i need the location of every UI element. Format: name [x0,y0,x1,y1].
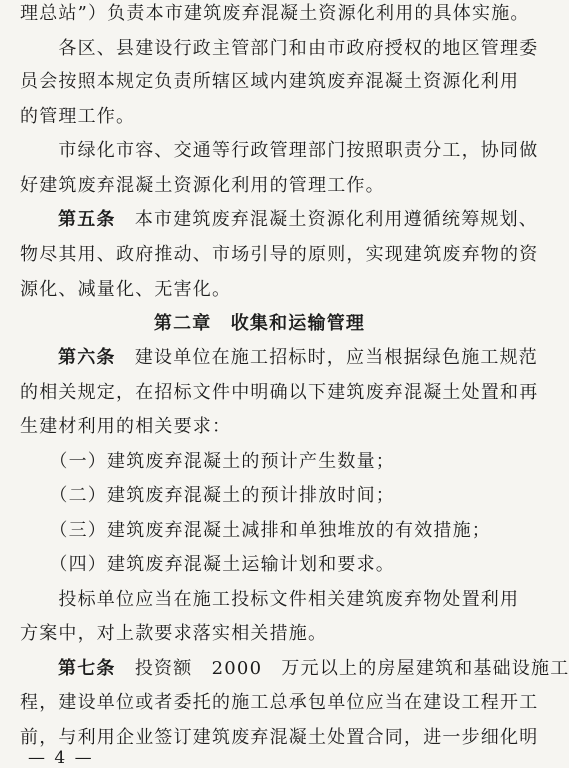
article-text: 投资额 2000 万元以上的房屋建筑和基础设施工 [134,658,569,679]
page-number: — 4 — [28,748,94,768]
article-6 [20,347,539,369]
text-line: 的管理工作。 [20,106,136,127]
text-line: 的相关规定，在招标文件中明确以下建筑废弃混凝土处置和再 [20,382,539,403]
list-item: （一）建筑废弃混凝土的预计产生数量； [20,451,395,472]
text-line: 方案中，对上款要求落实相关措施。 [20,623,328,644]
article-label: 第七条 [58,658,116,679]
article-label: 第五条 [58,209,116,230]
article-text: 本市建筑废弃混凝土资源化利用遵循统筹规划、 [134,209,539,230]
text-line: 生建材利用的相关要求： [20,416,232,437]
text-line: 员会按照本规定负责所辖区域内建筑废弃混凝土资源化利用 [20,71,520,92]
chapter-heading: 第二章 收集和运输管理 [153,313,366,334]
article-5 [20,209,539,231]
text-line: 市绿化市容、交通等行政管理部门按照职责分工，协同做 [20,140,539,161]
text-line: 各区、县建设行政主管部门和由市政府授权的地区管理委 [20,38,539,59]
article-label: 第六条 [58,347,116,368]
text-line: 好建筑废弃混凝土资源化利用的管理工作。 [20,175,385,196]
text-line: 源化、减量化、无害化。 [20,279,232,300]
list-item: （三）建筑废弃混凝土减排和单独堆放的有效措施； [20,520,491,541]
text-line: 物尽其用、政府推动、市场引导的原则，实现建筑废弃物的资 [20,244,539,265]
article-text: 建设单位在施工招标时，应当根据绿色施工规范 [134,347,539,368]
text-line: 前，与利用企业签订建筑废弃混凝土处置合同，进一步细化明 [20,727,539,748]
article-7 [20,658,569,680]
list-item: （四）建筑废弃混凝土运输计划和要求。 [20,554,395,575]
list-item: （二）建筑废弃混凝土的预计排放时间； [20,485,395,506]
text-line: 程，建设单位或者委托的施工总承包单位应当在建设工程开工 [20,692,539,713]
text-line: 理总站”）负责本市建筑废弃混凝土资源化利用的具体实施。 [20,3,530,24]
text-line: 投标单位应当在施工投标文件相关建筑废弃物处置利用 [20,589,520,610]
